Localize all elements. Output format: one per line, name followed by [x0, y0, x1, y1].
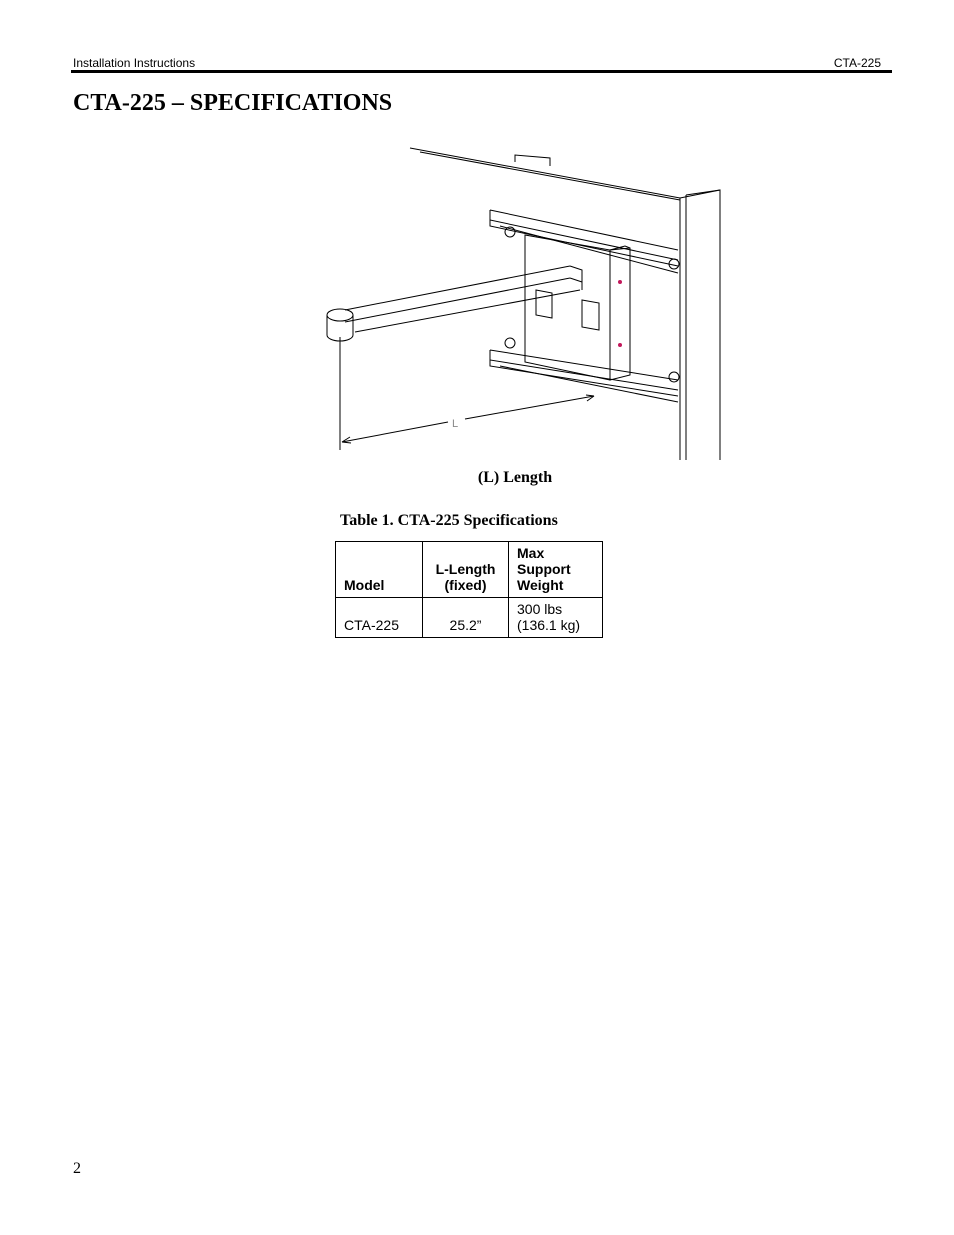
header-rule [71, 70, 892, 73]
running-header-right: CTA-225 [833, 56, 881, 70]
table-row [336, 598, 603, 638]
mount-illustration [320, 140, 730, 465]
running-header-left: Installation Instructions [73, 56, 196, 70]
header-length-line2: (fixed) [444, 577, 487, 593]
header-weight-line2: Support [517, 561, 571, 577]
page-title: CTA-225 – SPECIFICATIONS [73, 90, 393, 116]
mount-drawing [320, 140, 730, 465]
header-weight-line1: Max [517, 545, 545, 561]
header-weight-line3: Weight [517, 577, 564, 593]
cell-weight-lbs: 300 lbs [517, 601, 563, 617]
dimension-label-l: L [451, 418, 459, 430]
header-length [423, 542, 509, 598]
table-header-row [336, 542, 603, 598]
page-number: 2 [73, 1160, 81, 1177]
figure-caption: (L) Length [477, 469, 553, 486]
cell-length: 25.2” [423, 598, 509, 638]
cell-weight-kg: (136.1 kg) [517, 617, 581, 633]
specifications-table [335, 541, 603, 638]
cell-weight [509, 598, 603, 638]
table-caption: Table 1. CTA-225 Specifications [340, 512, 558, 529]
header-length-line1: L-Length [435, 561, 496, 577]
header-weight [509, 542, 603, 598]
header-model: Model [336, 542, 423, 598]
cell-model: CTA-225 [336, 598, 423, 638]
